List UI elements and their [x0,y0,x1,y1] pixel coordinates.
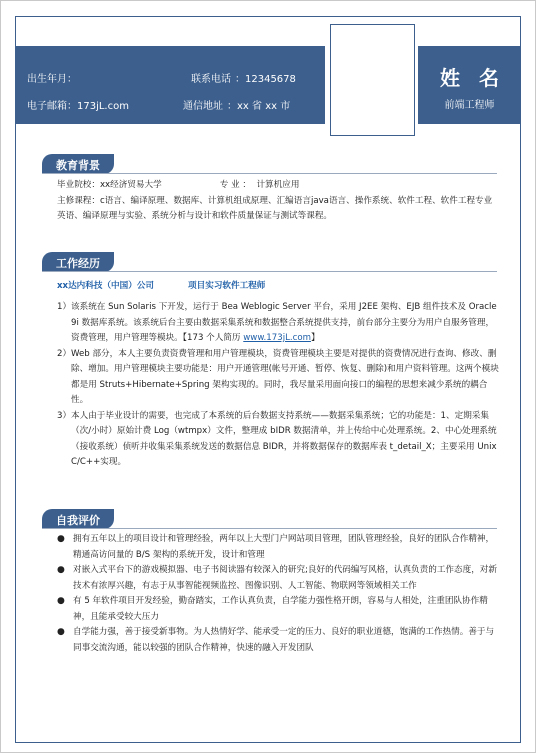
evaluation-text: 对嵌入式平台下的游戏模拟器、电子书阅读器有较深入的研究;良好的代码编写风格，认真负责的工作态度，对新技术有浓厚兴趣，有志于从事智能视频监控、图像识别、人工智能、物联网等领域相关工作 [73,565,497,591]
work-header: 工作经历 [42,252,114,272]
bullet-icon: ● [57,534,65,544]
item-number: 1） [57,302,72,312]
photo-placeholder [330,24,415,136]
evaluation-item [57,532,501,563]
company-row [57,279,265,291]
role-title: 项目实习软件工程师 [188,281,266,291]
company-name: xx达内科技（中国）公司 [57,281,155,291]
education-body [57,178,497,225]
major-label: 专 业 ： [219,180,251,190]
item-text: 本人由于毕业设计的需要，也完成了本系统的后台数据支持系统——数据采集系统；它的功能是：1、定期采集（次/小时）原始计费 Log（wtmpx）文件，整理成 bIDR 数据清单，并上传给中心处理系统。2、中心处理系统（接收系统）侦听并收集采集系统发送的数据信息 BIDR，并将数据保存的数据库表 t_detail_X；主要采用 Unix C/C++实现。 [71,410,497,467]
evaluation-header: 自我评价 [42,509,114,529]
birth-row [27,70,81,85]
email-value: 173jL.com [77,101,129,112]
work-item [57,300,501,347]
evaluation-text: 拥有五年以上的项目设计和管理经验，两年以上大型门户网站项目管理，团队管理经验，良好的团队合作精神，精通高访问量的 B/S 架构的系统开发，设计和管理 [73,534,495,560]
major-value: 计算机应用 [256,180,300,190]
email-row [27,97,129,112]
name-band [418,46,521,124]
resume-link[interactable]: www.173jL.com [243,333,311,343]
evaluation-rule [42,528,497,529]
address-value: ：xx 省 xx 市 [227,101,291,112]
education-header: 教育背景 [42,154,114,174]
work-body [57,300,501,471]
phone-label: 联系电话 [191,74,231,85]
evaluation-item [57,625,501,656]
bullet-icon: ● [57,565,65,575]
evaluation-item [57,594,501,625]
school-row [57,178,497,194]
person-name: 姓 名 [440,66,505,90]
bullet-icon: ● [57,627,65,637]
phone-value: ：12345678 [235,74,296,85]
bullet-icon: ● [57,596,65,606]
contact-band [15,46,325,124]
item-text: Web 部分，本人主要负责资费管理和用户管理模块，资费管理模块主要是对提供的资费情况进行查询、修改、删除、增加。用户管理模块主要功能是：用户开通管理(帐号开通、暂停、恢复、删除)和用户资料管理。这两个模块都是用 Struts+Hibernate+Spring 架构实现的。同时，我尽量采用面向接口的编程的思想来减少系统的耦合性。 [71,348,499,405]
work-item [57,409,501,471]
school: 毕业院校：xx经济贸易大学 [57,180,162,190]
evaluation-item [57,563,501,594]
job-title: 前端工程师 [444,100,495,111]
evaluation-text: 有 5 年软件项目开发经验，勤奋踏实，工作认真负责，自学能力强性格开朗，容易与人相处，注重团队协作精神，且能承受较大压力 [73,596,488,622]
address-row [183,97,290,112]
address-label: 通信地址 [183,101,223,112]
email-label: 电子邮箱： [27,101,77,112]
birth-label: 出生年月： [27,74,77,85]
phone-row [191,70,296,85]
item-tail: 】 [310,333,320,343]
education-rule [42,173,497,174]
work-item [57,347,501,409]
evaluation-text: 自学能力强，善于接受新事物。为人热情好学、能承受一定的压力、良好的职业道德，饱满的工作热情。善于与同事交流沟通，能以较强的团队合作精神，快速的融入开发团队 [73,627,495,653]
courses: 主修课程：c语言、编译原理、数据库、计算机组成原理、汇编语言java语言、操作系统、软件工程、软件工程专业英语、编译原理与实验、系统分析与设计和软件质量保证与测试等课程。 [57,195,493,221]
item-number: 3） [57,410,72,421]
item-number: 2） [57,348,72,359]
work-rule [42,271,497,272]
item-text: 该系统在 Sun Solaris 下开发，运行于 Bea Weblogic Server 平台，采用 J2EE 架构、EJB 组件技术及 Oracle 9i 数据库系统。该系统后台主要由数据采集系统和数据整合系统提供支持，前台部分主要分为用户自服务管理，资费管理，用户管理等模块。【173 个人简历 [71,302,497,343]
evaluation-body [57,532,501,656]
